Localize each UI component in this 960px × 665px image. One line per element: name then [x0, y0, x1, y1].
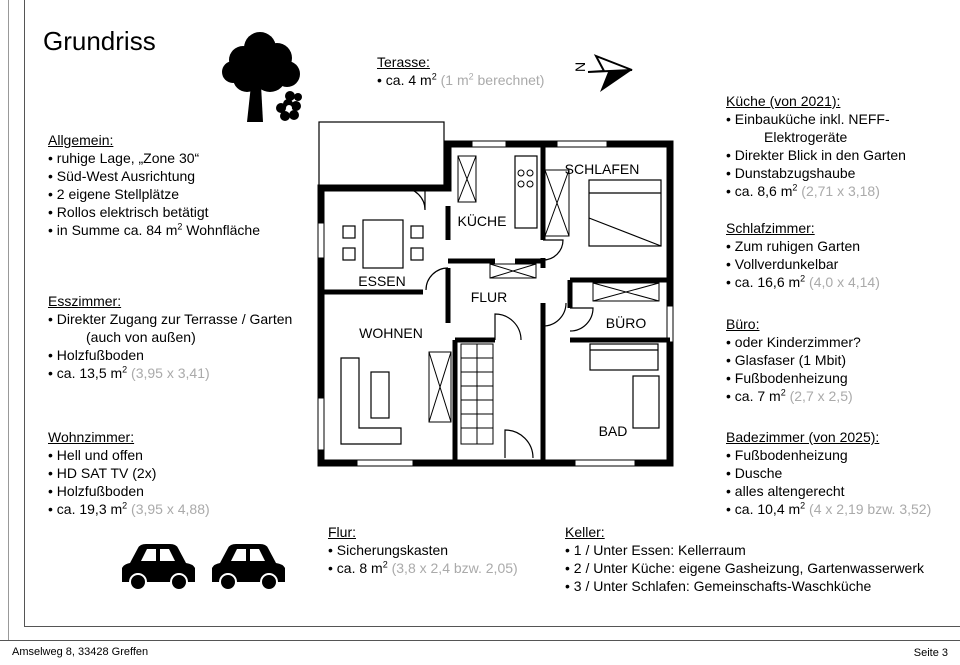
- office-block: [726, 315, 861, 405]
- room-label-wohnen: WOHNEN: [359, 325, 423, 341]
- office-area: • ca. 7 $m^2$ (2,7 x 2,5): [726, 387, 853, 404]
- general-block: [48, 131, 260, 239]
- terrace-area: • ca. 4 $m^2$ (1 $m^2$ berechnet): [377, 71, 545, 88]
- car-icon: [118, 540, 198, 592]
- cellar-item: • 2 / Unter Küche: eigene Gasheizung, Gartenwasserwerk: [565, 560, 924, 576]
- room-label-flur: FLUR: [470, 289, 508, 305]
- bedroom-item: • Zum ruhigen Garten: [726, 238, 861, 254]
- cellar-heading: Keller:: [565, 524, 605, 540]
- dining-item: (auch von außen): [86, 329, 196, 345]
- bedroom-area: • ca. 16,6 $m^2$ (4,0 x 4,14): [726, 273, 880, 290]
- dining-block: [48, 292, 292, 382]
- living-item: • Holzfußboden: [48, 483, 144, 499]
- general-item: • Süd-West Ausrichtung: [48, 168, 196, 184]
- hall-area: • ca. 8 $m^2$ (3,8 x 2,4 bzw. 2,05): [328, 559, 518, 576]
- general-item: • Rollos elektrisch betätigt: [48, 204, 209, 220]
- kitchen-item: • Dunstabzugshaube: [726, 165, 856, 181]
- terrace-area-plan: [319, 122, 444, 186]
- office-item: • oder Kinderzimmer?: [726, 334, 861, 350]
- footer-divider: [0, 640, 960, 641]
- office-item: • Glasfaser (1 Mbit): [726, 352, 847, 368]
- general-item: • ruhige Lage, „Zone 30“: [48, 150, 200, 166]
- bathroom-block: [726, 428, 931, 518]
- frame-line-bottom: [24, 626, 960, 627]
- terrace-heading: Terasse:: [377, 54, 430, 70]
- kitchen-item: • Direkter Blick in den Garten: [726, 147, 906, 163]
- bedroom-heading: Schlafzimmer:: [726, 220, 815, 236]
- bathroom-heading: Badezimmer (von 2025):: [726, 429, 880, 445]
- footer-address: Amselweg 8, 33428 Greffen: [12, 646, 149, 658]
- hall-item: • Sicherungskasten: [328, 542, 449, 558]
- compass-north-icon: [570, 50, 635, 95]
- room-label-schlafen: SCHLAFEN: [564, 161, 640, 177]
- kitchen-item: Elektrogeräte: [764, 129, 848, 145]
- bathroom-item: • Fußbodenheizung: [726, 447, 848, 463]
- cellar-item: • 1 / Unter Essen: Kellerraum: [565, 542, 746, 558]
- room-label-buero: BÜRO: [605, 315, 647, 331]
- general-item: • 2 eigene Stellplätze: [48, 186, 179, 202]
- compass-label: N: [572, 61, 588, 72]
- bathroom-item: • alles altengerecht: [726, 483, 845, 499]
- dining-item: • Direkter Zugang zur Terrasse / Garten: [48, 311, 293, 327]
- kitchen-block: [726, 92, 906, 200]
- bathroom-item: • Dusche: [726, 465, 783, 481]
- dining-heading: Esszimmer:: [48, 293, 122, 309]
- cellar-block: [565, 523, 924, 595]
- bedroom-item: • Vollverdunkelbar: [726, 256, 839, 272]
- office-item: • Fußbodenheizung: [726, 370, 848, 386]
- room-label-bad: BAD: [598, 423, 628, 439]
- car-icon: [208, 540, 288, 592]
- living-block: [48, 428, 210, 518]
- frame-line-outer: [8, 0, 9, 641]
- kitchen-area: • ca. 8,6 $m^2$ (2,71 x 3,18): [726, 182, 880, 199]
- footer-page-number: Seite 3: [913, 647, 948, 659]
- terrace-note: (1 $m^2$ berechnet): [440, 71, 545, 88]
- cellar-item: • 3 / Unter Schlafen: Gemeinschafts-Waschküche: [565, 578, 872, 594]
- hall-block: [328, 523, 518, 577]
- general-heading: Allgemein:: [48, 132, 114, 148]
- tree-icon: [215, 30, 310, 125]
- floor-plan: [315, 118, 675, 470]
- living-heading: Wohnzimmer:: [48, 429, 135, 445]
- living-item: • Hell und offen: [48, 447, 143, 463]
- kitchen-item: • Einbauküche inkl. NEFF-: [726, 111, 890, 127]
- bathroom-area: • ca. 10,4 $m^2$ (4 x 2,19 bzw. 3,52): [726, 500, 932, 517]
- room-label-kueche: KÜCHE: [457, 213, 507, 229]
- page-title: Grundriss: [43, 26, 156, 56]
- dining-area: • ca. 13,5 $m^2$ (3,95 x 3,41): [48, 364, 210, 381]
- office-heading: Büro:: [726, 316, 760, 332]
- living-item: • HD SAT TV (2x): [48, 465, 157, 481]
- kitchen-heading: Küche (von 2021):: [726, 93, 841, 109]
- frame-line-left: [24, 0, 25, 627]
- general-item-area: • in Summe ca. 84 $m^2$ Wohnfläche: [48, 221, 260, 238]
- bedroom-block: [726, 219, 880, 291]
- hall-heading: Flur:: [328, 524, 356, 540]
- room-label-essen: ESSEN: [358, 273, 406, 289]
- terrace-block: [377, 53, 544, 89]
- living-area: • ca. 19,3 $m^2$ (3,95 x 4,88): [48, 500, 210, 517]
- dining-item: • Holzfußboden: [48, 347, 144, 363]
